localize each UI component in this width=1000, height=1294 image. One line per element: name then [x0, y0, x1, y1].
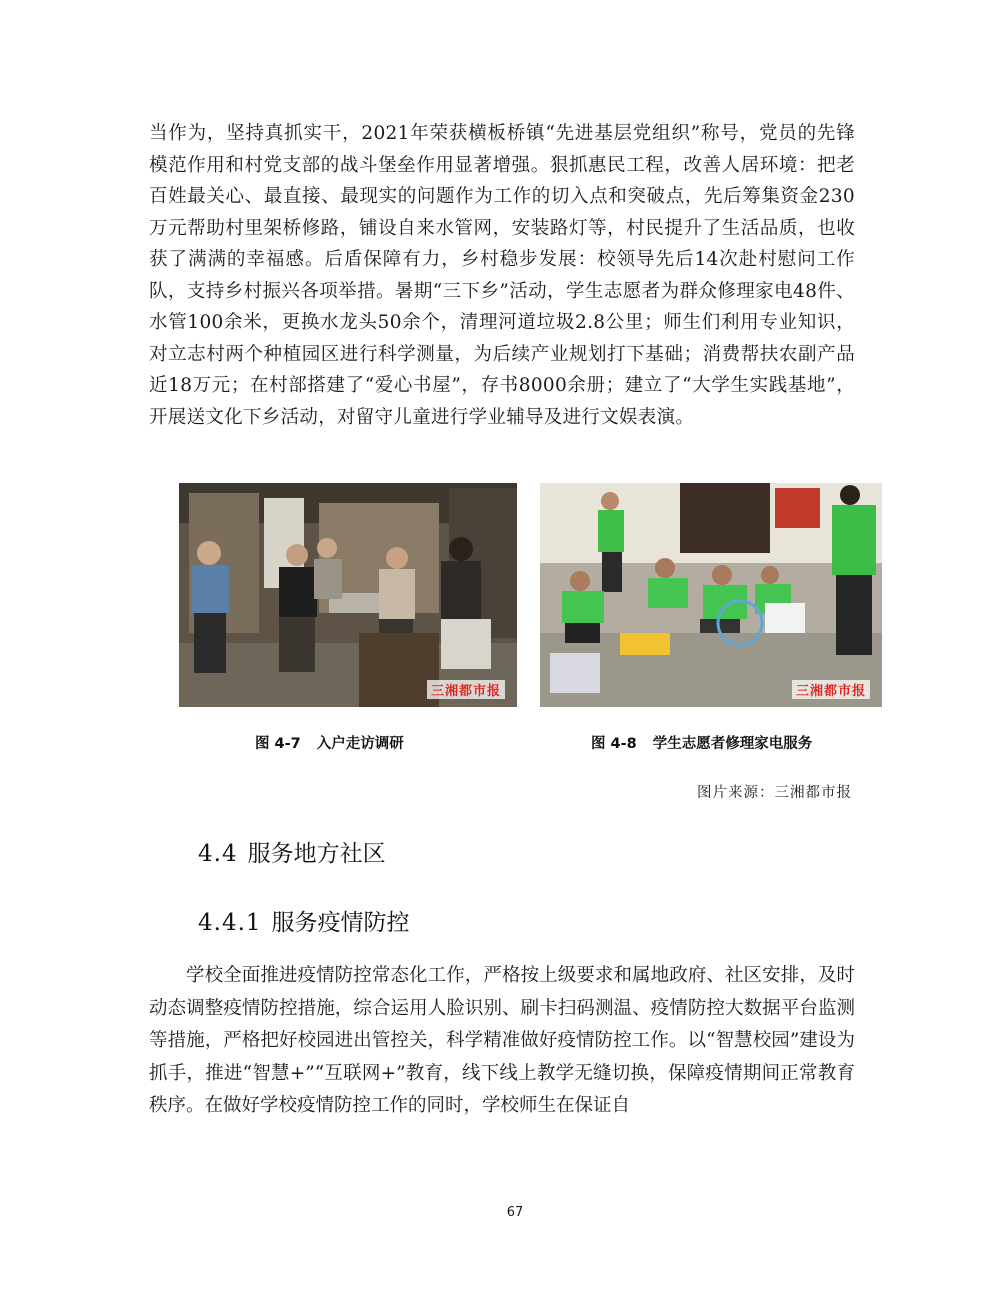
volunteer-repair-illustration — [540, 483, 882, 707]
figure-caption — [255, 732, 404, 753]
figure-number: 图 4-8 — [591, 736, 637, 752]
newspaper-watermark: 三湘都市报 — [427, 680, 505, 699]
section-title: 服务地方社区 — [247, 841, 386, 867]
subsection-heading — [198, 904, 410, 937]
figure-title: 学生志愿者修理家电服务 — [652, 736, 813, 752]
section-number: 4.4 — [198, 841, 238, 867]
body-paragraph: 当作为，坚持真抓实干，2021年荣获横板桥镇“先进基层党组织”称号，党员的先锋模范作用和村党支部的战斗堡垒作用显著增强。狠抓惠民工程，改善人居环境：把老百姓最关心、最直接、最现实的问题作为工作的切入点和突破点，先后筹集资金230万元帮助村里架桥修路，铺设自来水管网，安装路灯等，村民提升了生活品质，也收获了满满的幸福感。后盾保障有力，乡村稳步发展：校领导先后14次赴村慰问工作队，支持乡村振兴各项举措。暑期“三下乡”活动，学生志愿者为群众修理家电48件、水管100余米，更换水龙头50余个，清理河道垃圾2.8公里；师生们利用专业知识，对立志村两个种植园区进行科学测量，为后续产业规划打下基础；消费帮扶农副产品近18万元；在村部搭建了“爱心书屋”，存书8000余册；建立了“大学生实践基地”，开展送文化下乡活动，对留守儿童进行学业辅导及进行文娱表演。 — [149, 123, 855, 428]
photo-household-visit — [179, 483, 517, 707]
subsection-title: 服务疫情防控 — [271, 910, 410, 936]
figure-title: 入户走访调研 — [316, 736, 404, 752]
photo-volunteer-repair — [540, 483, 882, 707]
image-source-note: 图片来源：三湘都市报 — [697, 785, 852, 801]
figure-caption — [591, 732, 812, 753]
figure-number: 图 4-7 — [255, 736, 301, 752]
subsection-number: 4.4.1 — [198, 910, 262, 936]
body-paragraph: 学校全面推进疫情防控常态化工作，严格按上级要求和属地政府、社区安排，及时动态调整疫情防控措施，综合运用人脸识别、刷卡扫码测温、疫情防控大数据平台监测等措施，严格把好校园进出管控关，科学精准做好疫情防控工作。以“智慧校园”建设为抓手，推进“智慧+”“互联网+”教育，线下线上教学无缝切换，保障疫情期间正常教育秩序。在做好学校疫情防控工作的同时，学校师生在保证自 — [149, 965, 855, 1116]
household-visit-illustration — [179, 483, 517, 707]
section-heading — [198, 835, 386, 868]
newspaper-watermark: 三湘都市报 — [792, 680, 870, 699]
page-number: 67 — [506, 1205, 524, 1220]
